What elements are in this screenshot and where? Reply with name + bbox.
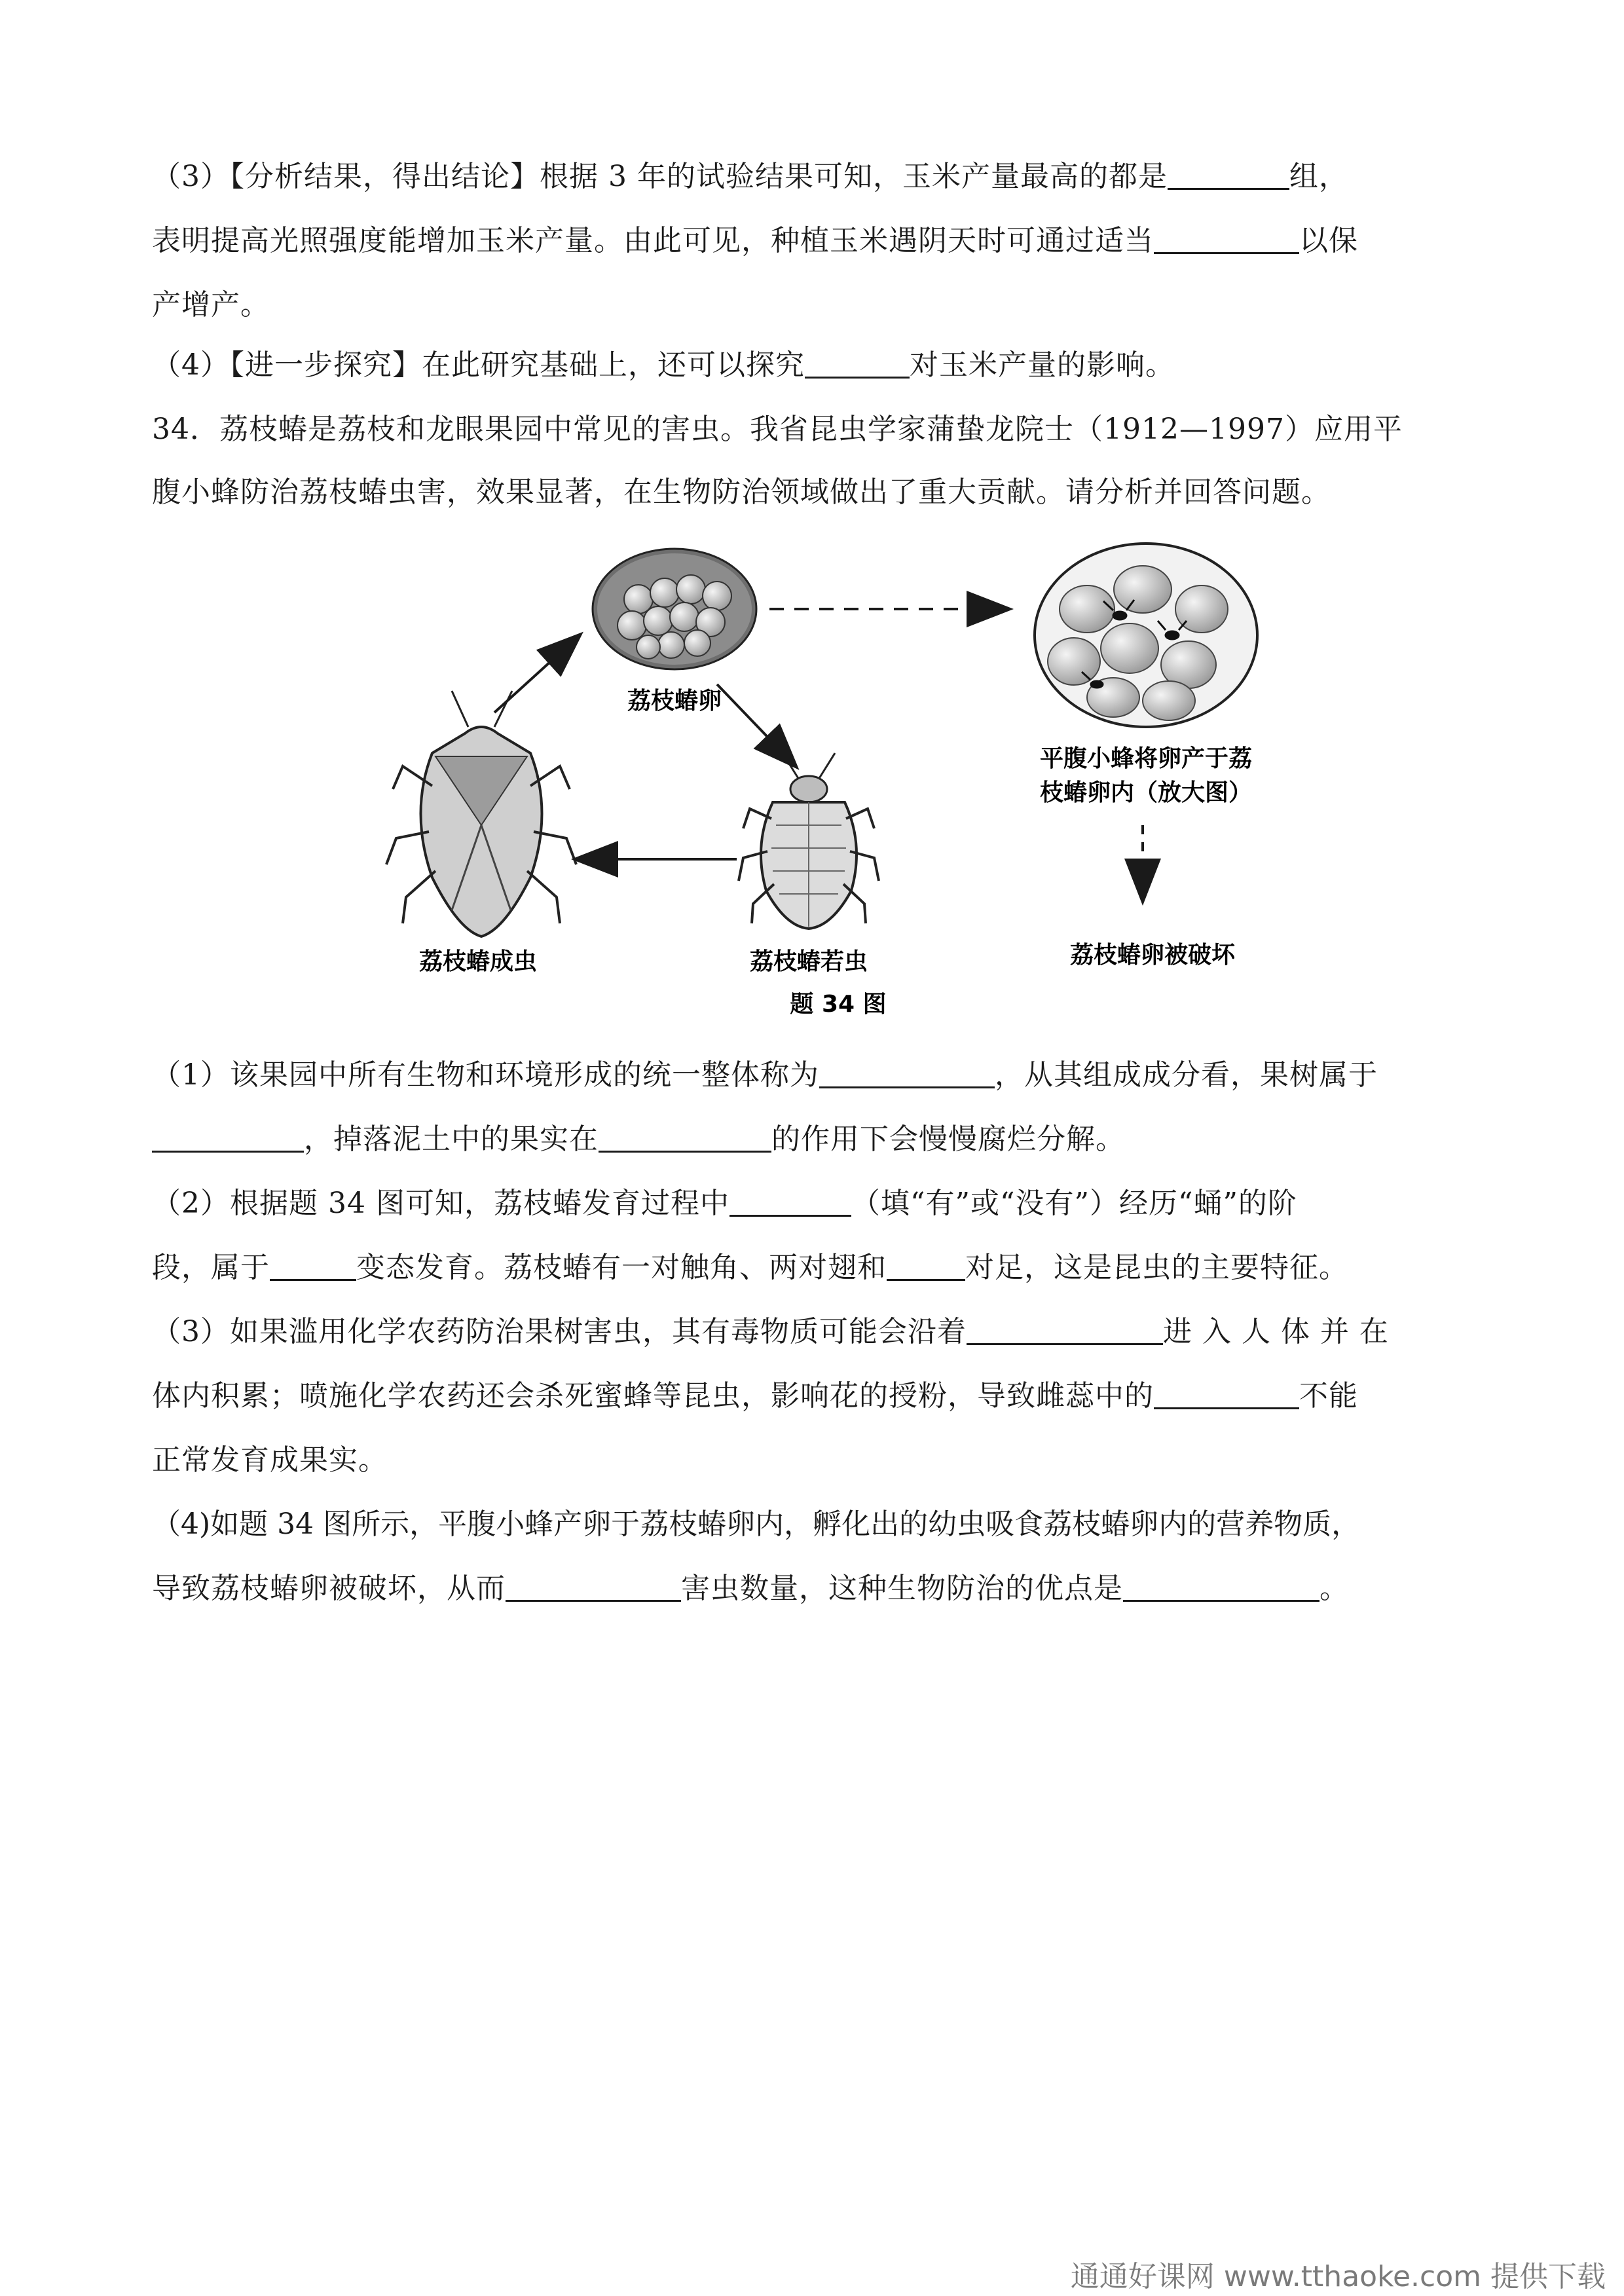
answer-blank[interactable] [887, 1249, 965, 1281]
q34-p3-line2 [152, 1377, 1481, 1416]
q34-p4-line1 [152, 1505, 1481, 1544]
q34-p3-line1 [152, 1312, 1481, 1352]
arrow-egg-to-nymph [717, 684, 796, 766]
q34-intro-line1 [152, 410, 1481, 449]
text: 对玉米产量的影响。 [910, 348, 1175, 382]
answer-blank[interactable] [599, 1120, 771, 1153]
text: （4)如题 34 图所示，平腹小蜂产卵于荔枝蝽卵内，孵化出的幼虫吸食荔枝蝽卵内的营养物质， [152, 1508, 1361, 1541]
text: 表明提高光照强度能增加玉米产量。由此可见，种植玉米遇阴天时可通过适当 [152, 224, 1154, 257]
q33-p3-line1 [152, 157, 1481, 196]
text: （3）如果滥用化学农药防治果树害虫，其有毒物质可能会沿着 [152, 1315, 967, 1348]
text: （2）根据题 34 图可知，荔枝蝽发育过程中 [152, 1187, 729, 1220]
q34-p4-line2 [152, 1569, 1481, 1608]
arrow-adult-to-egg [494, 635, 580, 713]
egg-cluster-image [593, 549, 756, 669]
text: （3）【分析结果，得出结论】根据 3 年的试验结果可知，玉米产量最高的都是 [152, 160, 1168, 193]
text: 34．荔枝蝽是荔枝和龙眼果园中常见的害虫。我省昆虫学家蒲蛰龙院士（1912—1997）应用平 [152, 413, 1403, 446]
q33-p3-line3 [152, 286, 1481, 325]
text: 进 入 人 体 并 在 [1163, 1315, 1389, 1348]
adult-bug-image [386, 691, 576, 936]
life-cycle-diagram [367, 537, 1283, 1022]
label-nymph: 荔枝蝽若虫 [749, 948, 868, 975]
answer-blank[interactable] [152, 1120, 304, 1153]
label-wasp-line1: 平腹小蜂将卵产于荔 [1039, 745, 1253, 772]
text: （4）【进一步探究】在此研究基础上，还可以探究 [152, 348, 805, 382]
label-egg: 荔枝蝽卵 [627, 688, 722, 714]
text: 段，属于 [152, 1251, 270, 1284]
label-adult: 荔枝蝽成虫 [418, 948, 538, 975]
q33-p4-line [152, 346, 1481, 385]
text: 变态发育。荔枝蝽有一对触角、两对翅和 [356, 1251, 887, 1284]
text: （填“有”或“没有”）经历“蛹”的阶 [851, 1187, 1297, 1220]
answer-blank[interactable] [1168, 158, 1289, 190]
text: （1）该果园中所有生物和环境形成的统一整体称为 [152, 1058, 819, 1092]
q34-p2-line2 [152, 1248, 1481, 1287]
text: 。 [1320, 1572, 1349, 1605]
q34-intro-line2 [152, 473, 1481, 512]
label-destroyed: 荔枝蝽卵被破坏 [1069, 942, 1236, 969]
answer-blank[interactable] [506, 1570, 681, 1602]
text: ，掉落泥土中的果实在 [304, 1122, 599, 1156]
text: 正常发育成果实。 [152, 1443, 388, 1477]
answer-blank[interactable] [967, 1313, 1163, 1345]
answer-blank[interactable] [270, 1249, 356, 1281]
figure-caption: 题 34 图 [790, 991, 887, 1018]
footer-watermark: 通通好课网 www.tthaoke.com 提供下载 [1070, 2260, 1606, 2293]
text: 害虫数量，这种生物防治的优点是 [681, 1572, 1123, 1605]
parasitized-egg-image [1035, 544, 1257, 727]
answer-blank[interactable] [1154, 1377, 1299, 1409]
text: 腹小蜂防治荔枝蝽虫害，效果显著，在生物防治领域做出了重大贡献。请分析并回答问题。 [152, 475, 1331, 509]
nymph-image [739, 753, 879, 929]
q34-p1-line1 [152, 1056, 1481, 1095]
text: 组， [1289, 160, 1348, 193]
text: 以保 [1299, 224, 1358, 257]
text: 对足，这是昆虫的主要特征。 [965, 1251, 1348, 1284]
answer-blank[interactable] [805, 346, 910, 379]
text: 产增产。 [152, 288, 270, 322]
q34-p2-line1 [152, 1184, 1481, 1223]
answer-blank[interactable] [729, 1185, 851, 1217]
text: 导致荔枝蝽卵被破坏，从而 [152, 1572, 506, 1605]
text: ，从其组成成分看，果树属于 [995, 1058, 1378, 1092]
answer-blank[interactable] [819, 1056, 995, 1088]
answer-blank[interactable] [1154, 222, 1299, 254]
text: 不能 [1299, 1379, 1358, 1413]
text: 体内积累；喷施化学农药还会杀死蜜蜂等昆虫，影响花的授粉，导致雌蕊中的 [152, 1379, 1154, 1413]
q34-p1-line2 [152, 1120, 1481, 1159]
q33-p3-line2 [152, 221, 1481, 261]
figure-34 [367, 537, 1283, 1022]
answer-blank[interactable] [1123, 1570, 1320, 1602]
text: 的作用下会慢慢腐烂分解。 [771, 1122, 1125, 1156]
label-wasp-line2: 枝蝽卵内（放大图） [1039, 779, 1253, 806]
q34-p3-line3 [152, 1441, 1481, 1480]
